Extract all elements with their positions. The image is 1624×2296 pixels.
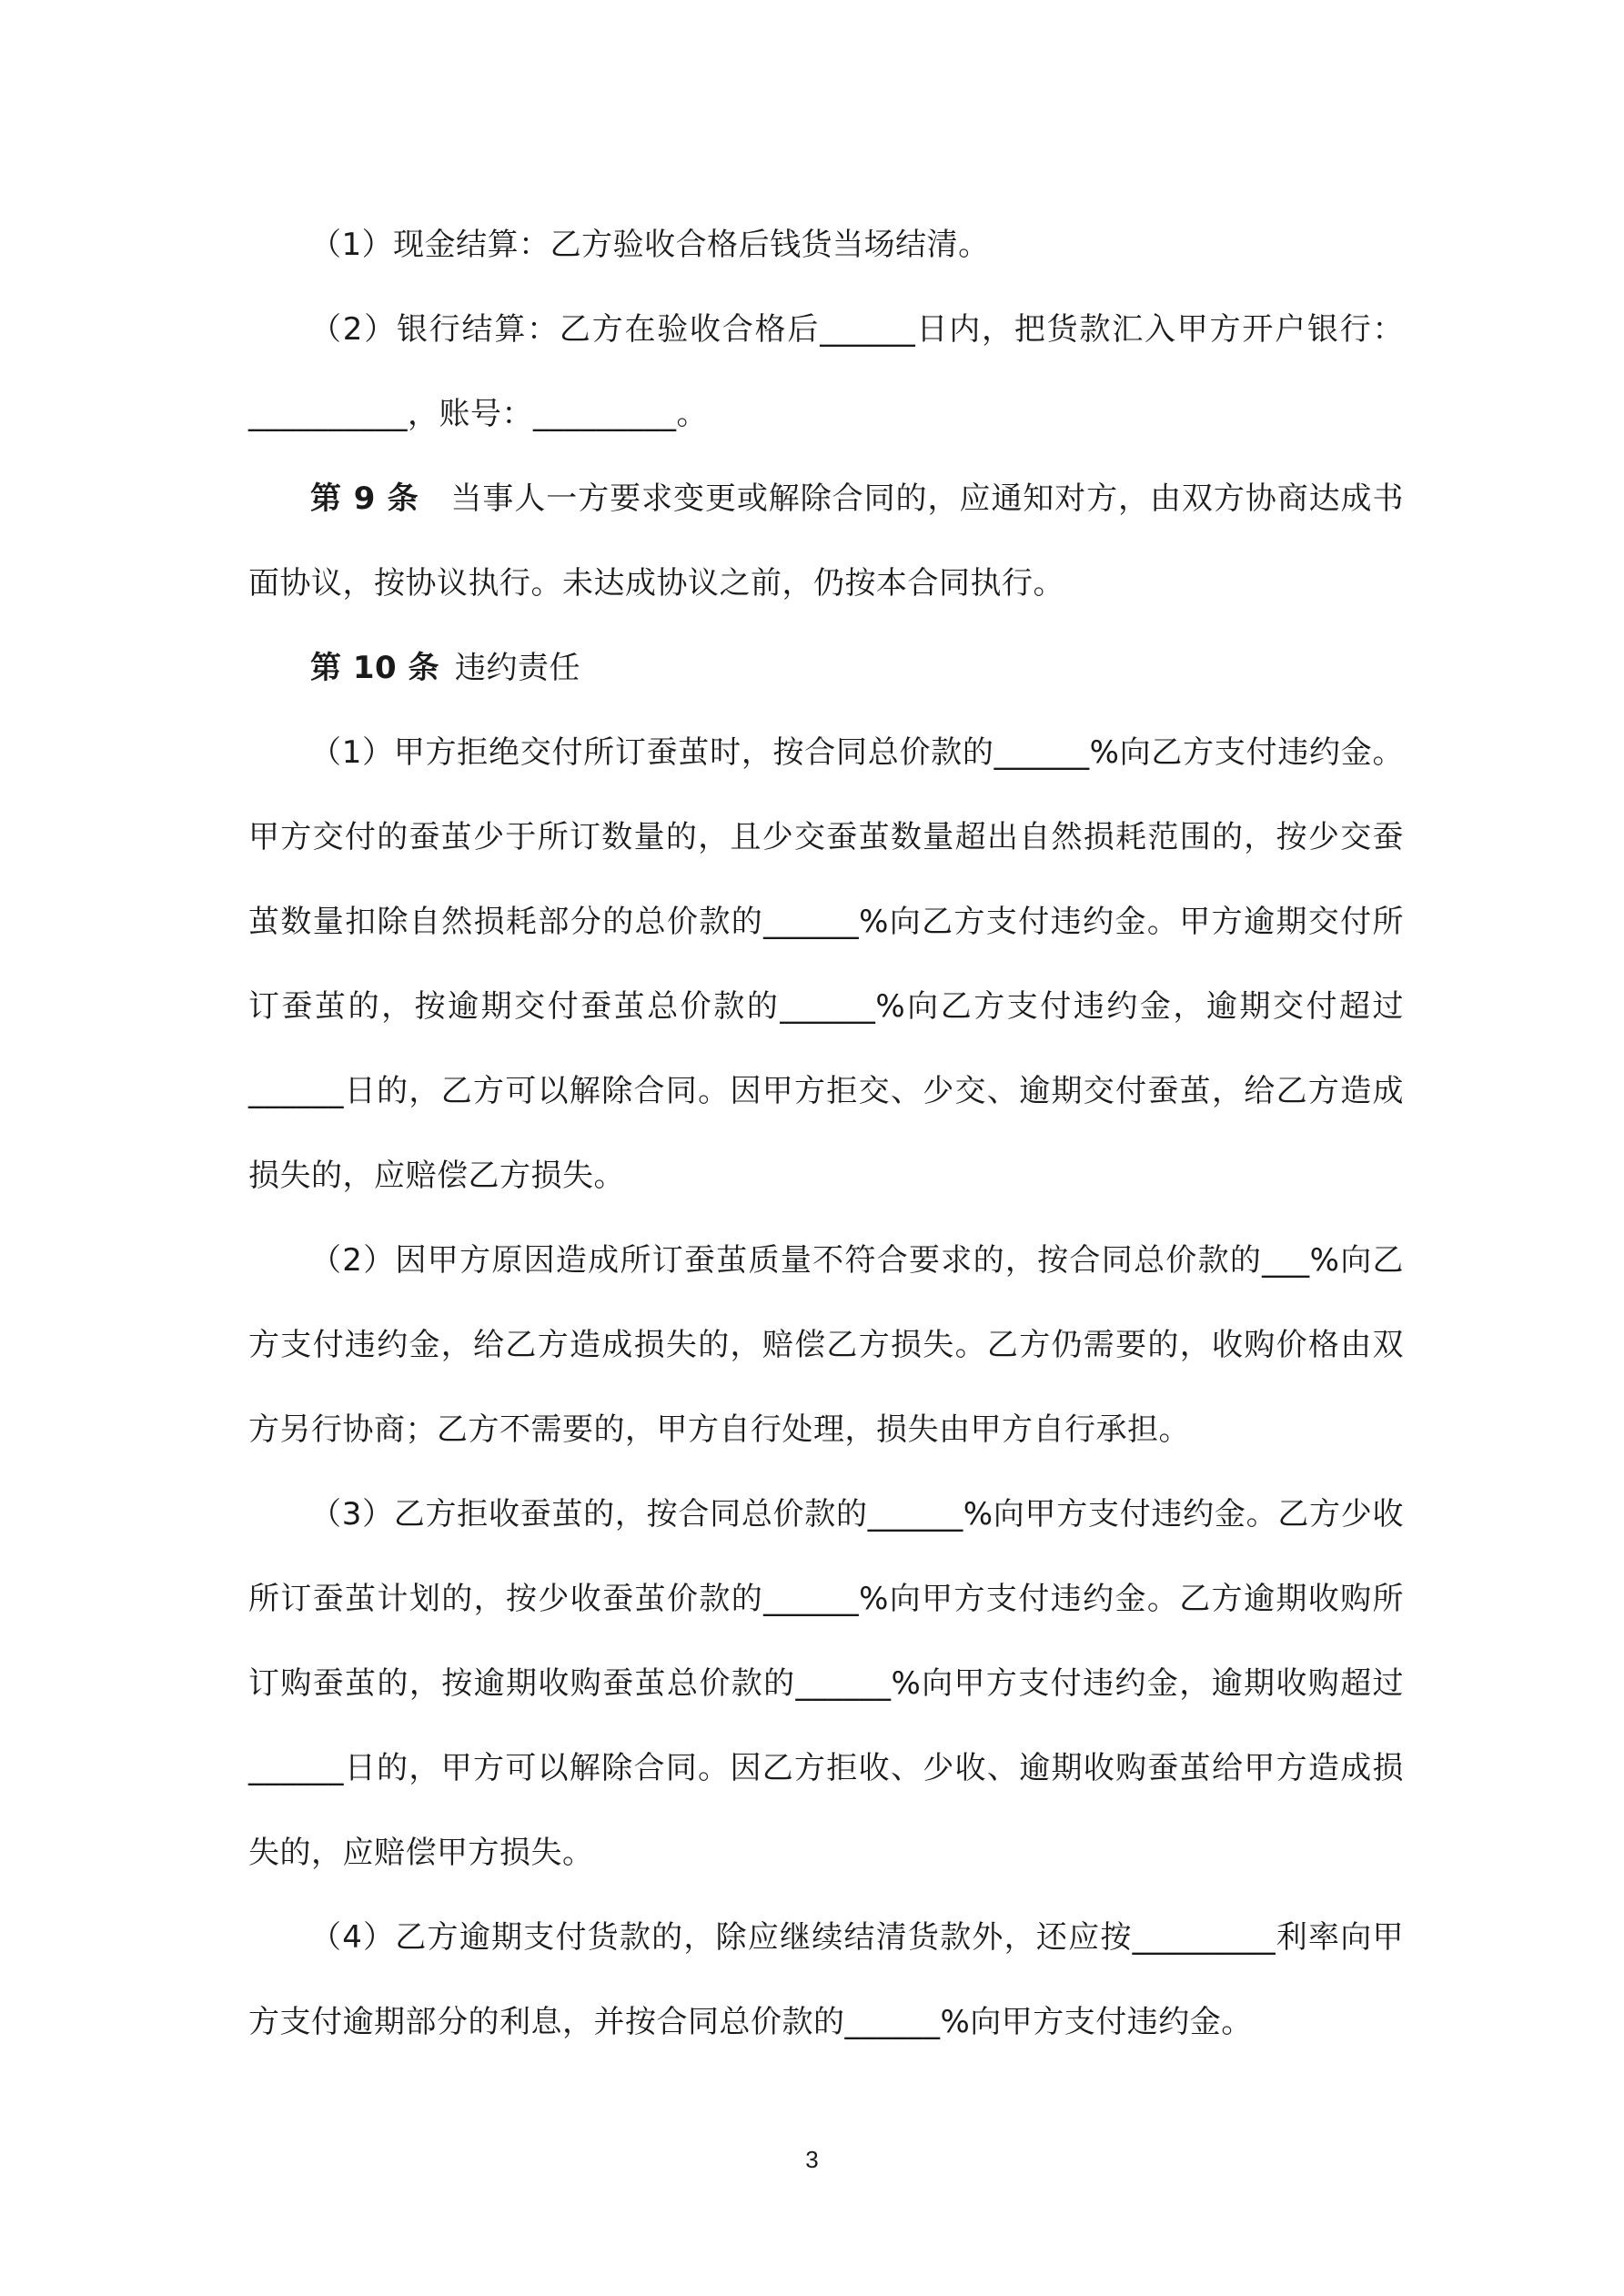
paragraph-article-10 <box>248 626 1404 711</box>
paragraph-cash-settlement: （1）现金结算：乙方验收合格后钱货当场结清。 <box>310 227 990 263</box>
paragraph-liability-4: （4）乙方逾期支付货款的，除应继续结清货款外，还应按_________利率向甲方支付逾期部分的利息，并按合同总价款的______%向甲方支付违约金。 <box>248 1919 1404 2040</box>
article-9-number: 第 9 条 <box>310 480 419 517</box>
article-10-title: 违约责任 <box>455 650 580 686</box>
article-9-text: 当事人一方要求变更或解除合同的，应通知对方，由双方协商达成书面协议，按协议执行。未达成协议之前，仍按本合同执行。 <box>248 480 1404 602</box>
article-10-number: 第 10 条 <box>310 650 439 686</box>
document-body <box>248 203 1404 2065</box>
paragraph-liability-2: （2）因甲方原因造成所订蚕茧质量不符合要求的，按合同总价款的___%向乙方支付违约金，给乙方造成损失的，赔偿乙方损失。乙方仍需要的，收购价格由双方另行协商；乙方不需要的，甲方自行处理，损失由甲方自行承担。 <box>248 1242 1404 1448</box>
paragraph-bank-settlement: （2）银行结算：乙方在验收合格后______日内，把货款汇入甲方开户银行：__________，账号：_________。 <box>248 311 1404 432</box>
page-number: 3 <box>805 2146 819 2173</box>
paragraph-liability-1: （1）甲方拒绝交付所订蚕茧时，按合同总价款的______%向乙方支付违约金。甲方交付的蚕茧少于所订数量的，且少交蚕茧数量超出自然损耗范围的，按少交蚕茧数量扣除自然损耗部分的总价款的______%向乙方支付违约金。甲方逾期交付所订蚕茧的，按逾期交付蚕茧总价款的______%向乙方支付违约金，逾期交付超过______日的，乙方可以解除合同。因甲方拒交、少交、逾期交付蚕茧，给乙方造成损失的，应赔偿乙方损失。 <box>248 734 1404 1194</box>
paragraph-article-9 <box>248 457 1404 626</box>
paragraph-liability-3: （3）乙方拒收蚕茧的，按合同总价款的______%向甲方支付违约金。乙方少收所订蚕茧计划的，按少收蚕茧价款的______%向甲方支付违约金。乙方逾期收购所订购蚕茧的，按逾期收购蚕茧总价款的______%向甲方支付违约金，逾期收购超过______日的，甲方可以解除合同。因乙方拒收、少收、逾期收购蚕茧给甲方造成损失的，应赔偿甲方损失。 <box>248 1496 1404 1871</box>
